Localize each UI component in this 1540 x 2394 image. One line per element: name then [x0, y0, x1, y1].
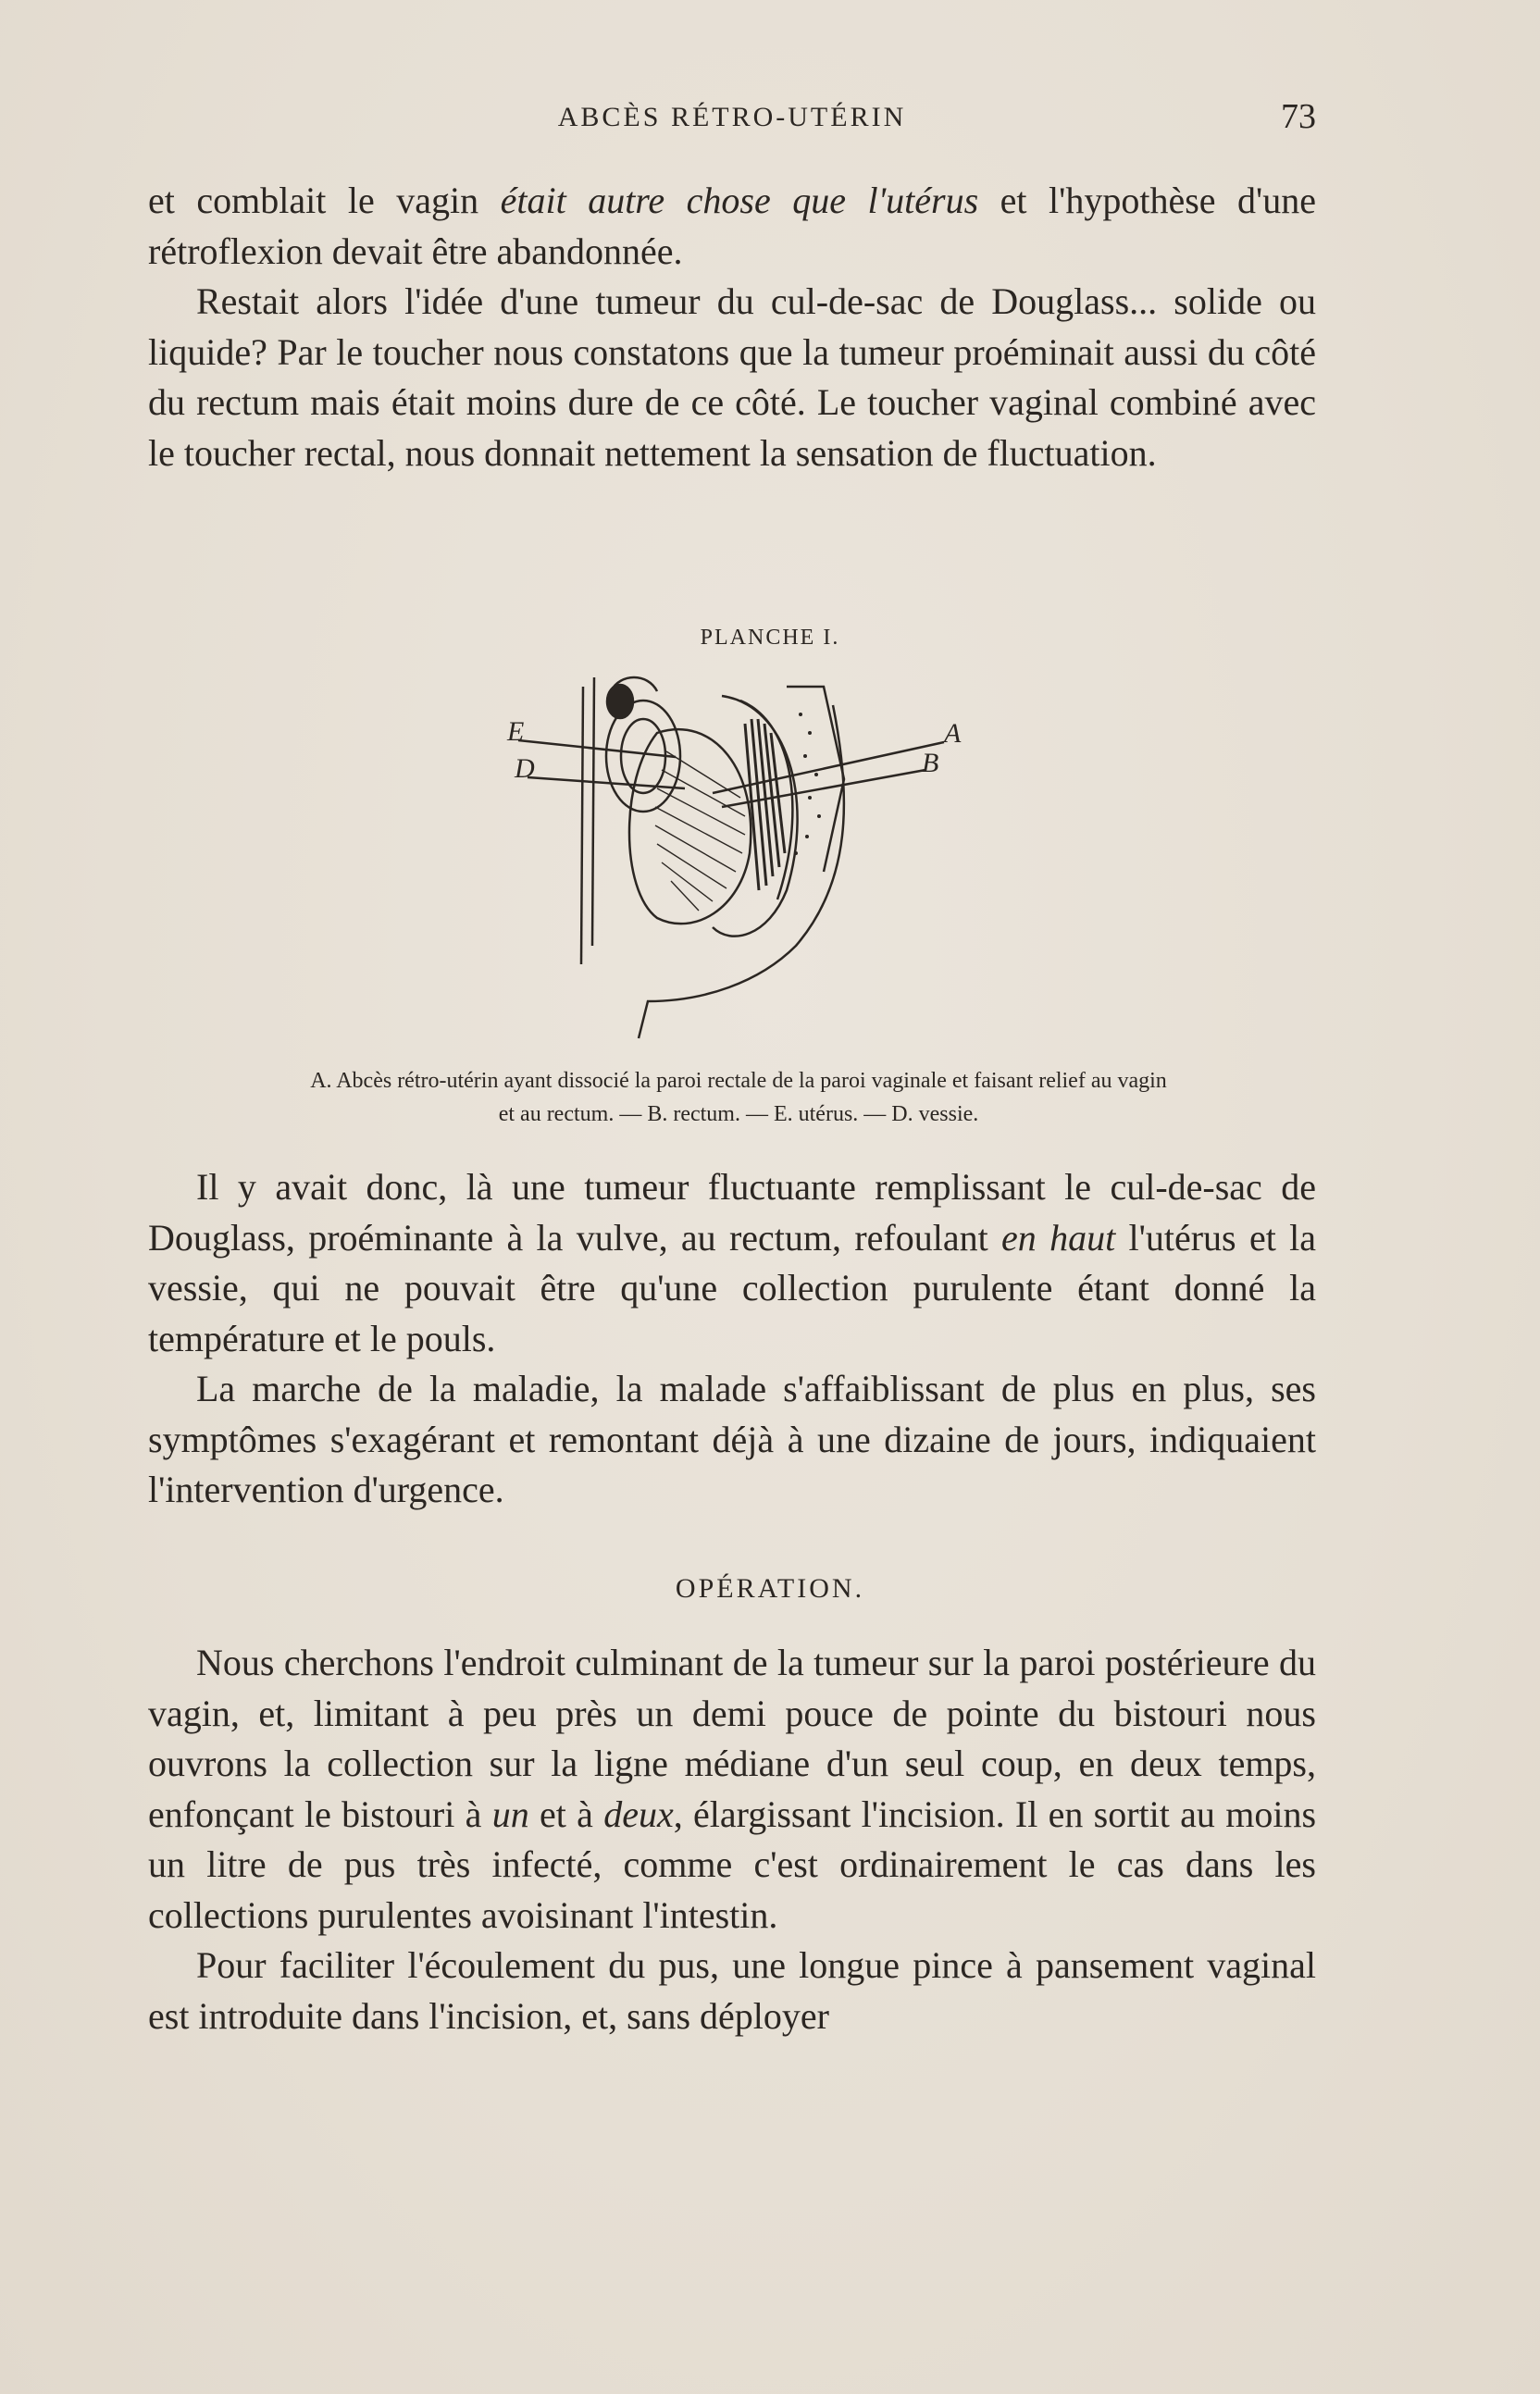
dark-mass — [607, 685, 633, 718]
paragraph — [148, 176, 1316, 277]
leader-line-e — [518, 740, 676, 757]
figure-caption — [165, 1064, 1312, 1131]
label-e: E — [507, 716, 525, 747]
text-run: l'utérus et la vessie, qui ne pouvait être qu'une collection purulente étant donné la température et le pouls. — [148, 1216, 1317, 1359]
anatomical-drawing — [481, 668, 1000, 1057]
rectum-outline — [713, 696, 798, 937]
paragraph — [148, 1162, 1316, 1364]
plate-label: PLANCHE I. — [700, 626, 840, 650]
paragraph: La marche de la maladie, la malade s'affaiblissant de plus en plus, ses symptômes s'exagérant et remontant déjà à une dizaine de jours, indiquaient l'intervention d'urgence. — [148, 1368, 1316, 1510]
italic-text: un — [491, 1792, 529, 1835]
text-run: Nous cherchons l'endroit culminant de la tumeur sur la paroi postérieure du vagin, et, limitant à peu près un demi pouce de pointe du bistouri nous ouvrons la collection sur la ligne médiane d'un seul coup, en deux temps, enfonçant le bistouri à — [148, 1642, 1316, 1835]
outline-line — [581, 687, 583, 964]
text-block-bottom — [148, 1638, 1316, 2041]
italic-text: était autre chose que l'utérus — [500, 180, 979, 221]
label-d: D — [515, 753, 535, 784]
text-block-top — [148, 176, 1316, 478]
page-header — [148, 96, 1316, 139]
paragraph: Pour faciliter l'écoulement du pus, une longue pince à pansement vaginal est introduite dans l'incision, et, sans déployer — [148, 1944, 1316, 2037]
outline-line — [592, 677, 594, 946]
italic-text: en haut — [1001, 1216, 1116, 1259]
running-title: ABCÈS RÉTRO-UTÉRIN — [557, 102, 907, 132]
text-block-middle — [148, 1162, 1316, 1516]
italic-text: deux — [603, 1792, 674, 1835]
section-heading: OPÉRATION. — [675, 1573, 865, 1604]
text-run: et l'hypothèse d'une rétroflexion devait être abandonnée. — [148, 180, 1317, 272]
abscess-outline — [629, 729, 751, 924]
text-run: Il y avait donc, là une tumeur fluctuante remplissant le cul-de-sac de Douglass, proéminante à la vulve, au rectum, refoulant — [148, 1166, 1316, 1259]
caption-line: et au rectum. — B. rectum. — E. utérus. — D. vessie. — [498, 1102, 979, 1126]
paragraph: Restait alors l'idée d'une tumeur du cul-de-sac de Douglass... solide ou liquide? Par le toucher nous constatons que la tumeur proéminait aussi du côté du rectum mais était moins dure de ce côté. Le toucher vaginal combiné avec le toucher rectal, nous donnait nettement la sensation de fluctuation. — [148, 280, 1316, 474]
page-number: 73 — [1281, 97, 1316, 136]
anatomical-figure — [481, 668, 1000, 1057]
text-run: et comblait le vagin — [148, 180, 501, 221]
label-b: B — [922, 748, 939, 778]
paragraph — [148, 1638, 1316, 1941]
text-run: et à — [528, 1792, 604, 1835]
label-a: A — [944, 718, 962, 749]
outline-curve — [639, 705, 844, 1038]
caption-line: A. Abcès rétro-utérin ayant dissocié la paroi rectale de la paroi vaginale et faisant relief au vagin — [310, 1069, 1167, 1093]
text-run: , élargissant l'incision. Il en sortit au moins un litre de pus très infecté, comme c'est ordinairement le cas dans les collections purulentes avoisinant l'intestin. — [148, 1792, 1317, 1936]
